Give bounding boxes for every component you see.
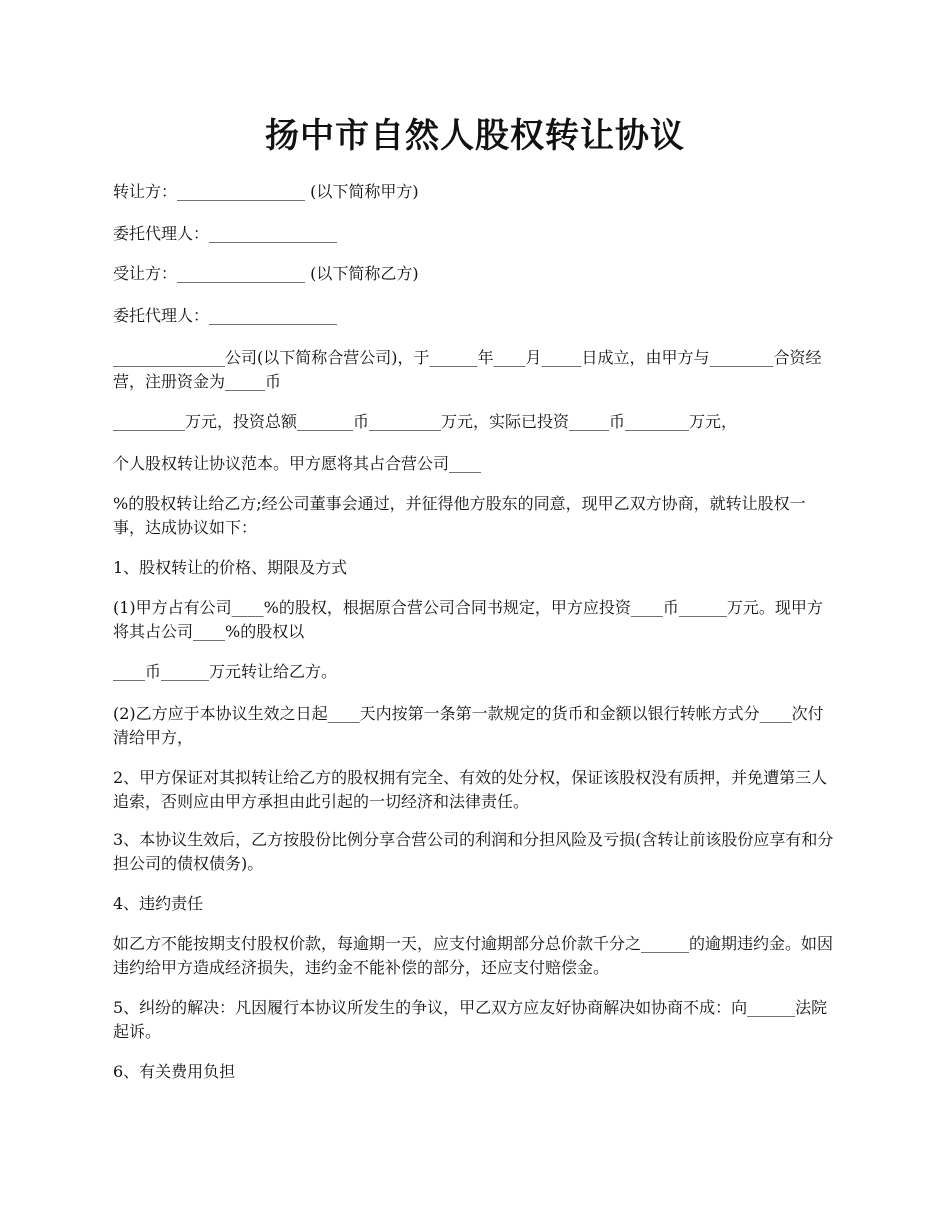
section-4-heading: 4、违约责任 [113,894,204,913]
paragraph-transferee-agent: 委托代理人：________________ [113,306,338,325]
paragraph-transferee: 受让方：________________ (以下简称乙方) [113,264,419,283]
paragraph-intent: 个人股权转让协议范本。甲方愿将其占合营公司____ [113,454,482,473]
section-3: 3、本协议生效后，乙方按股份比例分享合营公司的利润和分担风险及亏损(含转让前该股份应享有和分担公司的债权债务)。 [113,830,834,873]
section-1-heading: 1、股权转让的价格、期限及方式 [113,558,348,577]
paragraph-capital: _________万元，投资总额_______币_________万元，实际已投资_____币________万元， [113,412,738,431]
paragraph-transferor: 转让方：________________ (以下简称甲方) [113,182,419,201]
clause-1-2: (2)乙方应于本协议生效之日起____天内按第一条第一款规定的货币和金额以银行转帐方式分____次付清给甲方， [113,704,824,747]
paragraph-transferor-agent: 委托代理人：________________ [113,224,338,243]
section-2: 2、甲方保证对其拟转让给乙方的股权拥有完全、有效的处分权，保证该股权没有质押，并免遭第三人追索，否则应由甲方承担由此引起的一切经济和法律责任。 [113,768,828,811]
section-6-heading: 6、有关费用负担 [113,1062,236,1081]
paragraph-agreement-basis: %的股权转让给乙方;经公司董事会通过，并征得他方股东的同意，现甲乙双方协商，就转让股权一事，达成协议如下： [113,494,806,537]
paragraph-company-info: ______________公司(以下简称合营公司)，于______年____月_____日成立，由甲方与________合资经营，注册资金为_____币 [113,348,822,391]
clause-1-1-continued: ____币______万元转让给乙方。 [113,662,338,681]
section-5: 5、纠纷的解决：凡因履行本协议所发生的争议，甲乙双方应友好协商解决如协商不成：向______法院起诉。 [113,998,828,1041]
document-title: 扬中市自然人股权转让协议 [265,116,685,156]
clause-1-1: (1)甲方占有公司____%的股权，根据原合营公司合同书规定，甲方应投资____币______万元。现甲方将其占公司____%的股权以 [113,598,823,641]
section-4-body: 如乙方不能按期支付股权价款，每逾期一天，应支付逾期部分总价款千分之______的逾期违约金。如因违约给甲方造成经济损失，违约金不能补偿的部分，还应支付赔偿金。 [113,934,834,977]
